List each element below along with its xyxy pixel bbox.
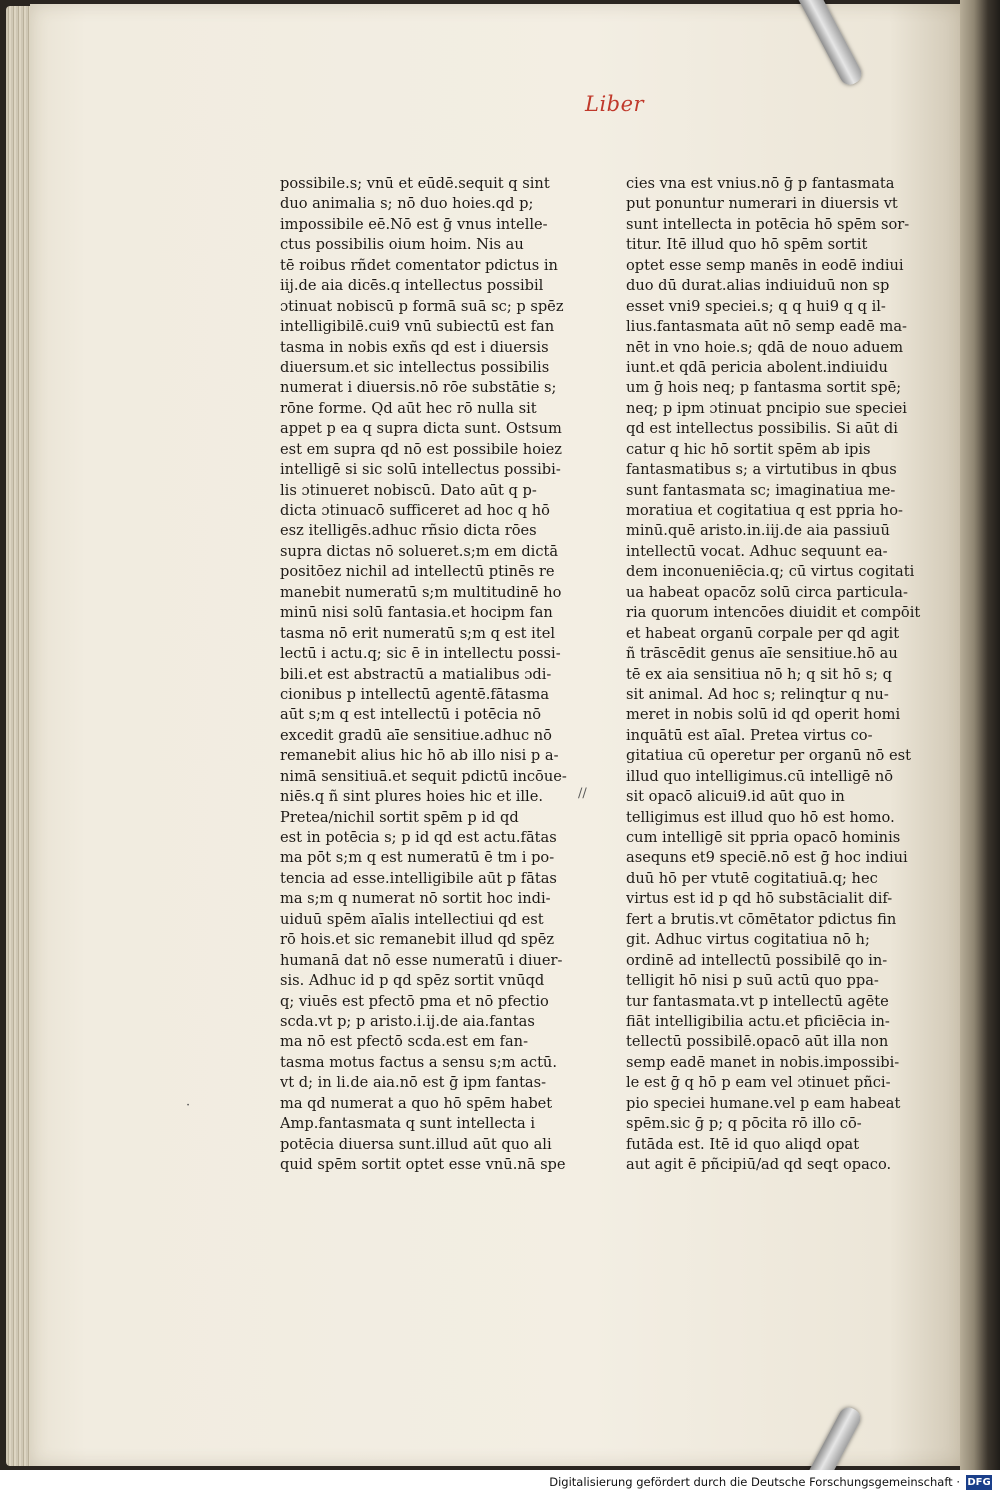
text-line: intellectū vocat. Adhuc sequunt ea- bbox=[626, 542, 888, 560]
text-line: tē ex aia sensitiua nō h; q sit hō s; q bbox=[626, 665, 892, 683]
text-line: sunt fantasmata sc; imaginatiua me- bbox=[626, 481, 896, 499]
text-line: excedit gradū aīe sensitiue.adhuc nō bbox=[280, 726, 552, 744]
text-line: ma s;m q numerat nō sortit hoc indi- bbox=[280, 890, 551, 908]
text-line: aut agit ē pñcipiū/ad qd seqt opaco. bbox=[626, 1156, 892, 1173]
text-line: ria quorum intencōes diuidit et compōit bbox=[626, 604, 921, 622]
text-line: duo dū durat.alias indiuiduū non sp bbox=[626, 277, 890, 295]
text-line: ɔtinuat nobiscū p formā suā sc; p spēz bbox=[280, 297, 564, 315]
text-line: duo animalia s; nō duo hoies.qd p; bbox=[280, 195, 534, 213]
text-line: appet p ea q supra dicta sunt. Ostsum bbox=[280, 420, 562, 438]
text-line: tasma motus factus a sensu s;m actū. bbox=[280, 1053, 557, 1071]
text-line: bili.et est abstractū a matialibus ɔdi- bbox=[280, 665, 552, 683]
book-gutter bbox=[960, 0, 1000, 1470]
text-line: pio speciei humane.vel p eam habeat bbox=[626, 1094, 901, 1112]
text-line: est in potēcia s; p id qd est actu.fātas bbox=[280, 829, 557, 846]
text-line: ordinē ad intellectū possibilē qo in- bbox=[626, 951, 888, 969]
margin-mark: · bbox=[186, 1098, 191, 1113]
text-line: potēcia diuersa sunt.illud aūt quo ali bbox=[280, 1135, 552, 1153]
text-line: impossibile eē.Nō est ḡ vnus intelle- bbox=[280, 215, 548, 233]
text-line: lius.fantasmata aūt nō semp eadē ma- bbox=[626, 318, 907, 336]
text-line: ma pōt s;m q est numeratū ē tm i po- bbox=[280, 849, 555, 867]
text-line: moratiua et cogitatiua q est ppria ho- bbox=[626, 502, 903, 519]
text-line: ma nō est pfectō scda.est em fan- bbox=[280, 1033, 528, 1051]
text-line: fiāt intelligibilia actu.et pficiēcia in- bbox=[626, 1012, 890, 1030]
text-line: ua habeat opacōz solū circa particula- bbox=[626, 583, 908, 601]
text-line: meret in nobis solū id qd operit homi bbox=[626, 706, 901, 724]
text-line: est em supra qd nō est possibile hoiez bbox=[280, 440, 562, 458]
text-line: tasma in nobis exñs qd est i diuersis bbox=[280, 338, 549, 356]
text-line: lectū i actu.q; sic ē in intellectu possi- bbox=[280, 645, 561, 663]
text-line: tē roibus rñdet comentator pdictus in bbox=[280, 256, 558, 274]
text-line: possibile.s; vnū et eūdē.sequit q sint bbox=[280, 175, 550, 192]
text-line: tencia ad esse.intelligibile aūt p fātas bbox=[280, 869, 557, 887]
text-line: sit animal. Ad hoc s; relinqtur q nu- bbox=[626, 685, 889, 703]
text-line: iij.de aia dicēs.q intellectus possibil bbox=[280, 277, 544, 295]
text-line: q; viuēs est pfectō pma et nō pfectio bbox=[280, 992, 549, 1010]
text-line: intelligē si sic solū intellectus possibi- bbox=[280, 461, 561, 479]
text-line: semp eadē manet in nobis.impossibi- bbox=[626, 1053, 900, 1071]
text-line: esset vni9 speciei.s; q q hui9 q q il- bbox=[626, 297, 886, 315]
text-line: positōez nichil ad intellectū ptinēs re bbox=[280, 563, 555, 581]
text-line: manebit numeratū s;m multitudinē ho bbox=[280, 583, 562, 601]
text-line: quid spēm sortit optet esse vnū.nā spe bbox=[280, 1156, 566, 1173]
text-line: asequns et9 speciē.nō est ḡ hoc indiui bbox=[626, 849, 908, 867]
text-line: fantasmatibus s; a virtutibus in qbus bbox=[626, 461, 897, 479]
text-line: nēt in vno hoie.s; qdā de nouo aduem bbox=[626, 338, 904, 356]
rubric-header: Liber bbox=[585, 92, 645, 116]
text-line: sit opacō alicui9.id aūt quo in bbox=[626, 788, 845, 806]
text-line: humanā dat nō esse numeratū i diuer- bbox=[280, 951, 563, 969]
text-line: rō hois.et sic remanebit illud qd spēz bbox=[280, 931, 555, 949]
text-line: put ponuntur numerari in diuersis vt bbox=[626, 195, 898, 213]
margin-mark: // bbox=[578, 786, 587, 801]
text-line: cies vna est vnius.nō ḡ p fantasmata bbox=[626, 175, 895, 192]
text-line: git. Adhuc virtus cogitatiua nō h; bbox=[626, 931, 870, 949]
text-line: lis ɔtinueret nobiscū. Dato aūt q p- bbox=[280, 481, 537, 499]
text-line: um ḡ hois neq; p fantasma sortit spē; bbox=[626, 379, 902, 397]
text-line: neq; p ipm ɔtinuat pncipio sue speciei bbox=[626, 399, 907, 417]
text-line: diuersum.et sic intellectus possibilis bbox=[280, 358, 550, 376]
text-line: aūt s;m q est intellectū i potēcia nō bbox=[280, 706, 542, 724]
text-line: remanebit alius hic hō ab illo nisi p a- bbox=[280, 747, 559, 765]
text-line: minū nisi solū fantasia.et hocipm fan bbox=[280, 604, 553, 622]
text-line: virtus est id p qd hō substācialit dif- bbox=[626, 890, 893, 908]
text-line: catur q hic hō sortit spēm ab ipis bbox=[626, 440, 871, 458]
text-line: spēm.sic ḡ p; q pōcita rō illo cō- bbox=[626, 1115, 862, 1133]
text-line: tur fantasmata.vt p intellectū agēte bbox=[626, 992, 889, 1010]
text-line: inquātū est aīal. Pretea virtus co- bbox=[626, 726, 873, 744]
text-line: nimā sensitiuā.et sequit pdictū incōue- bbox=[280, 767, 567, 785]
text-line: numerat i diuersis.nō rōe substātie s; bbox=[280, 379, 557, 397]
text-line: et habeat organū corpale per qd agit bbox=[626, 624, 900, 642]
text-line: scda.vt p; p aristo.i.ij.de aia.fantas bbox=[280, 1012, 535, 1030]
text-line: supra dictas nō solueret.s;m em dictā bbox=[280, 542, 559, 560]
text-line: dem inconueniēcia.q; cū virtus cogitati bbox=[626, 563, 915, 581]
text-line: Amp.fantasmata q sunt intellecta i bbox=[280, 1115, 536, 1133]
right-text-column bbox=[626, 174, 942, 1175]
text-line: telligimus est illud quo hō est homo. bbox=[626, 808, 895, 826]
text-line: vt d; in li.de aia.nō est ḡ ipm fantas- bbox=[280, 1074, 547, 1092]
text-line: Pretea/nichil sortit spēm p id qd bbox=[280, 808, 519, 826]
text-line: ma qd numerat a quo hō spēm habet bbox=[280, 1094, 553, 1112]
dfg-logo: DFG bbox=[967, 1477, 991, 1488]
text-line: sis. Adhuc id p qd spēz sortit vnūqd bbox=[280, 972, 545, 990]
text-line: optet esse semp manēs in eodē indiui bbox=[626, 256, 904, 274]
text-line: ñ trāscēdit genus aīe sensitiue.hō au bbox=[626, 645, 898, 663]
text-line: uiduū spēm aīalis intellectiui qd est bbox=[280, 910, 544, 928]
text-line: fert a brutis.vt cōmētator pdictus fin bbox=[626, 910, 897, 928]
left-text-column bbox=[280, 174, 598, 1175]
text-line: le est ḡ q hō p eam vel ɔtinuet pñci- bbox=[626, 1074, 891, 1092]
text-line: tellectū possibilē.opacō aūt illa non bbox=[626, 1033, 889, 1051]
text-line: telligit hō nisi p suū actū quo ppa- bbox=[626, 972, 879, 990]
text-line: sunt intellecta in potēcia hō spēm sor- bbox=[626, 215, 910, 233]
text-line: illud quo intelligimus.cū intelligē nō bbox=[626, 767, 894, 785]
text-line: cionibus p intellectū agentē.fātasma bbox=[280, 685, 550, 703]
footer-bar bbox=[0, 1470, 1000, 1496]
text-line: duū hō per vtutē cogitatiuā.q; hec bbox=[626, 869, 878, 887]
text-line: tasma nō erit numeratū s;m q est itel bbox=[280, 624, 556, 642]
text-line: titur. Itē illud quo hō spēm sortit bbox=[626, 236, 868, 254]
text-line: qd est intellectus possibilis. Si aūt di bbox=[626, 420, 898, 438]
text-line: ctus possibilis oium hoim. Nis au bbox=[280, 236, 524, 254]
footer-credit: Digitalisierung gefördert durch die Deutsche Forschungsgemeinschaft · bbox=[549, 1475, 960, 1489]
text-line: intelligibilē.cui9 vnū subiectū est fan bbox=[280, 318, 555, 336]
text-line: iunt.et qdā pericia abolent.indiuidu bbox=[626, 358, 888, 376]
text-line: dicta ɔtinuacō sufficeret ad hoc q hō bbox=[280, 502, 550, 519]
text-line: esz itelligēs.adhuc rñsio dicta rōes bbox=[280, 522, 537, 540]
text-line: cum intelligē sit ppria opacō hominis bbox=[626, 829, 901, 846]
text-line: rōne forme. Qd aūt hec rō nulla sit bbox=[280, 399, 537, 417]
text-line: futāda est. Itē id quo aliqd opat bbox=[626, 1135, 860, 1153]
text-line: niēs.q ñ sint plures hoies hic et ille. bbox=[280, 788, 543, 806]
text-line: minū.quē aristo.in.iij.de aia passiuū bbox=[626, 522, 890, 540]
text-line: gitatiua cū operetur per organū nō est bbox=[626, 747, 911, 765]
